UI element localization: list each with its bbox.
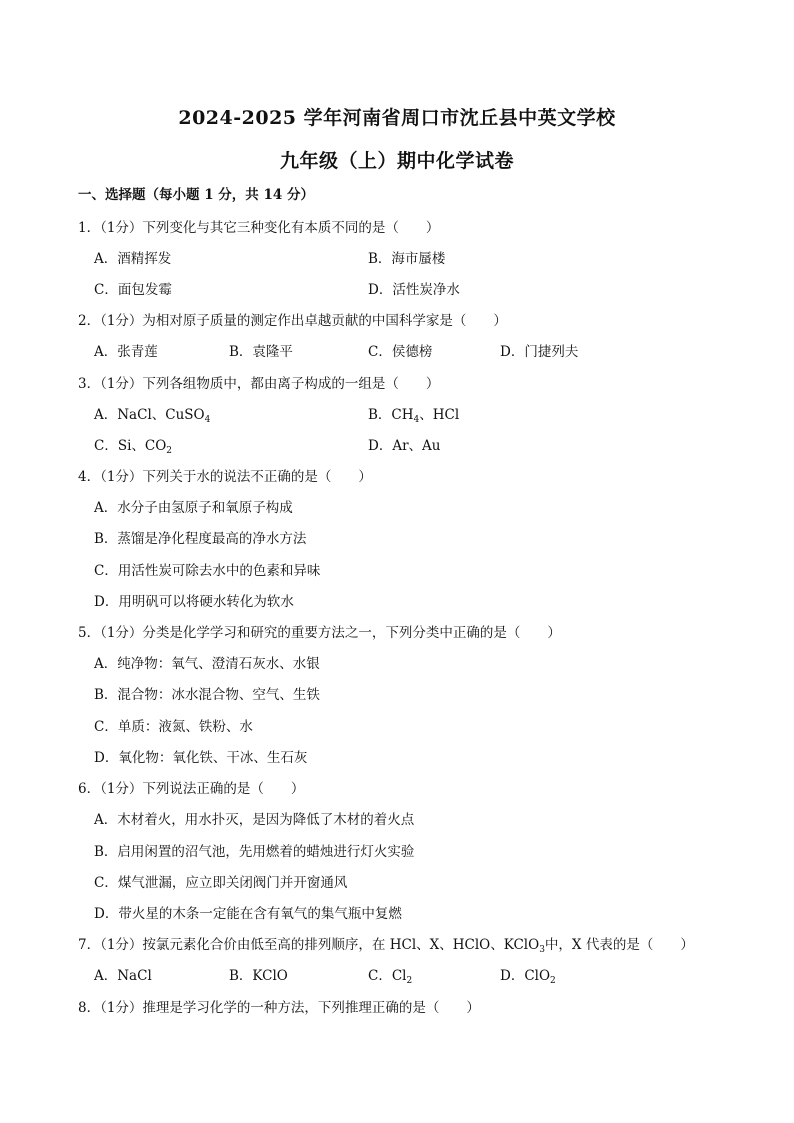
question-2-option-a: A．张青莲 bbox=[94, 344, 158, 360]
question-5-stem: 5．（1分）分类是化学学习和研究的重要方法之一，下列分类中正确的是（ ） bbox=[78, 625, 561, 641]
question-5-option-d: D．氧化物：氧化铁、干冰、生石灰 bbox=[94, 750, 308, 766]
question-3-option-a: A．NaCl、CuSO$_4$ bbox=[94, 407, 211, 425]
question-7-option-d: D．ClO$_2$ bbox=[500, 968, 556, 986]
question-7-option-c: C．$Cl_2$ bbox=[368, 968, 413, 986]
question-4-option-d: D．用明矾可以将硬水转化为软水 bbox=[94, 594, 294, 610]
question-1-option-d: D．活性炭净水 bbox=[368, 282, 460, 298]
question-4-option-a: A．水分子由氢原子和氧原子构成 bbox=[94, 500, 293, 516]
exam-title-line2: 九年级（上）期中化学试卷 bbox=[279, 150, 514, 172]
question-3-option-d: D．Ar、Au bbox=[368, 438, 441, 454]
question-6-option-a: A．木材着火，用水扑灭，是因为降低了木材的着火点 bbox=[94, 812, 415, 828]
question-4-stem: 4．（1分）下列关于水的说法不正确的是（ ） bbox=[78, 469, 372, 485]
question-7-option-a: A．NaCl bbox=[94, 968, 152, 984]
question-2-option-d: D．门捷列夫 bbox=[500, 344, 579, 360]
question-3-stem: 3．（1分）下列各组物质中，都由离子构成的一组是（ ） bbox=[78, 376, 440, 392]
question-5-option-a: A．纯净物：氧气、澄清石灰水、水银 bbox=[94, 656, 320, 672]
question-3-option-c: C．Si、$CO_2$ bbox=[94, 438, 173, 456]
question-1-option-b: B．海市蜃楼 bbox=[368, 251, 446, 267]
question-1-stem: 1．（1分）下列变化与其它三种变化有本质不同的是（ ） bbox=[78, 220, 440, 236]
question-2-option-c: C．侯德榜 bbox=[368, 344, 433, 360]
question-8-stem: 8．（1分）推理是学习化学的一种方法，下列推理正确的是（ ） bbox=[78, 1000, 480, 1016]
question-7-option-b: B．KClO bbox=[229, 968, 288, 984]
question-6-option-d: D．带火星的木条一定能在含有氧气的集气瓶中复燃 bbox=[94, 906, 402, 922]
question-6-option-b: B．启用闲置的沼气池，先用燃着的蜡烛进行灯火实验 bbox=[94, 844, 415, 860]
question-5-option-b: B．混合物：冰水混合物、空气、生铁 bbox=[94, 687, 320, 703]
question-5-option-c: C．单质：液氮、铁粉、水 bbox=[94, 719, 253, 735]
question-4-option-c: C．用活性炭可除去水中的色素和异味 bbox=[94, 563, 321, 579]
question-7-stem: 7．（1分）按氯元素化合价由低至高的排列顺序，在 HCl、X、HClO、KClO$_3$中，X 代表的是（ ） bbox=[78, 937, 694, 955]
section-heading: 一、选择题（每小题 1 分，共 14 分） bbox=[78, 187, 314, 203]
question-2-stem: 2．（1分）为相对原子质量的测定作出卓越贡献的中国科学家是（ ） bbox=[78, 313, 507, 329]
exam-title-line1: 2024-2025 学年河南省周口市沈丘县中英文学校 bbox=[178, 107, 616, 129]
question-2-option-b: B．袁隆平 bbox=[229, 344, 293, 360]
question-3-option-b: B．$CH_4$、HCl bbox=[368, 407, 460, 425]
question-6-stem: 6．（1分）下列说法正确的是（ ） bbox=[78, 781, 305, 797]
question-1-option-c: C．面包发霉 bbox=[94, 282, 172, 298]
question-1-option-a: A．酒精挥发 bbox=[94, 251, 172, 267]
question-6-option-c: C．煤气泄漏，应立即关闭阀门并开窗通风 bbox=[94, 875, 348, 891]
question-4-option-b: B．蒸馏是净化程度最高的净水方法 bbox=[94, 531, 307, 547]
